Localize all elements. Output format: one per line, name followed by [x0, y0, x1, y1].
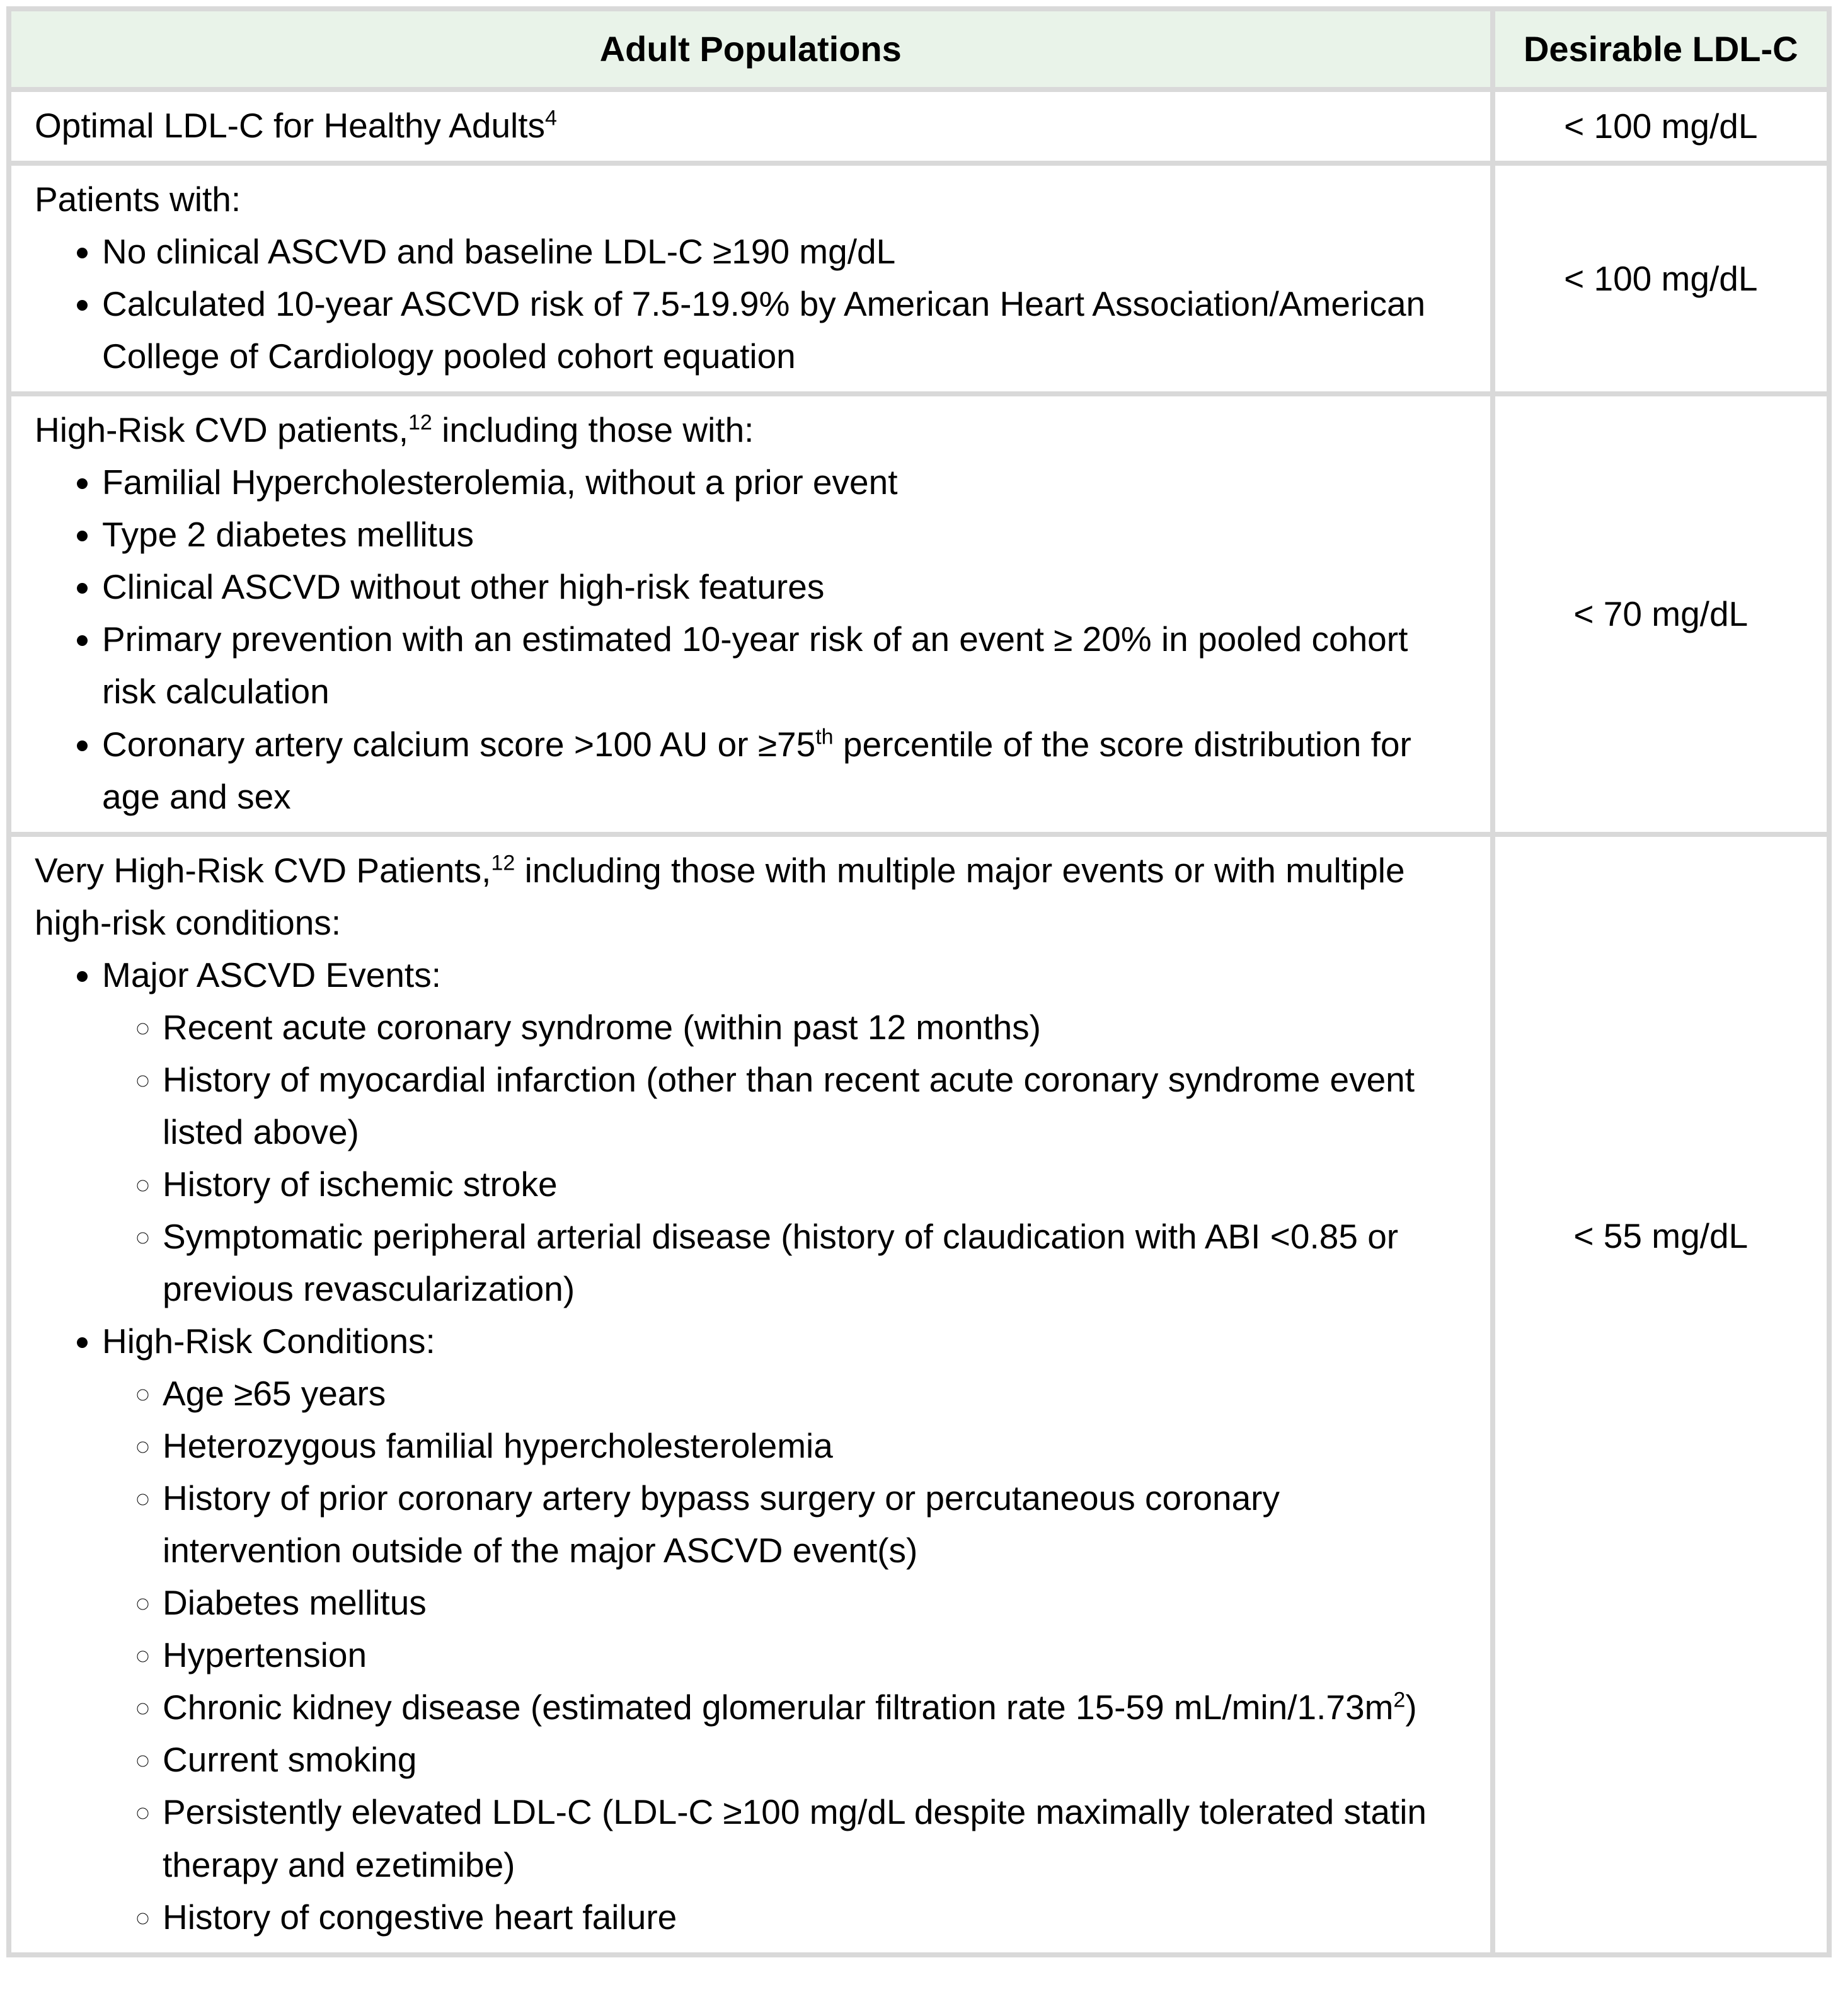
sublist-item — [163, 1368, 1465, 1420]
text-run: History of congestive heart failure — [163, 1897, 677, 1937]
text-run: High-Risk Conditions: — [102, 1322, 435, 1361]
ldl-c-guideline-table — [6, 6, 1832, 1957]
text-run: Recent acute coronary syndrome (within past 12 months) — [163, 1007, 1041, 1047]
sublist-item — [163, 1158, 1465, 1211]
table-row — [9, 834, 1829, 1955]
superscript-reference: 2 — [1393, 1688, 1406, 1713]
text-run: Clinical ASCVD without other high-risk features — [102, 567, 825, 607]
criteria-list — [35, 456, 1465, 822]
list-item — [102, 949, 1465, 1315]
superscript-reference: th — [815, 725, 834, 749]
sublist-item — [163, 1001, 1465, 1054]
text-run: Current smoking — [163, 1740, 417, 1780]
text-run: Major ASCVD Events: — [102, 955, 441, 994]
table-row — [9, 89, 1829, 163]
list-item — [102, 1315, 1465, 1944]
sublist-item — [163, 1577, 1465, 1629]
sublist-item — [163, 1054, 1465, 1158]
table-header — [9, 9, 1829, 89]
sublist-item — [163, 1472, 1465, 1577]
text-run: Chronic kidney disease (estimated glomerular filtration rate 15-59 mL/min/1.73m — [163, 1688, 1394, 1727]
table-body — [9, 89, 1829, 1955]
sublist-item — [163, 1211, 1465, 1315]
criteria-list — [35, 949, 1465, 1944]
text-run: High-Risk CVD patients, — [35, 410, 408, 450]
list-item — [102, 561, 1465, 613]
text-run: Very High-Risk CVD Patients, — [35, 850, 491, 890]
population-cell — [9, 834, 1493, 1955]
text-run: Symptomatic peripheral arterial disease (history of claudication with ABI <0.85 or previous revascularization) — [163, 1216, 1399, 1308]
sublist-item — [163, 1629, 1465, 1681]
population-intro — [35, 844, 1465, 949]
list-item — [102, 456, 1465, 509]
text-run: Calculated 10-year ASCVD risk of 7.5-19.9% by American Heart Association/American College of Cardiology pooled cohort equation — [102, 284, 1426, 376]
desirable-ldl-value: < 100 mg/dL — [1493, 89, 1829, 163]
table-row — [9, 163, 1829, 394]
population-cell — [9, 394, 1493, 834]
text-run: Familial Hypercholesterolemia, without a prior event — [102, 463, 898, 502]
text-run: Age ≥65 years — [163, 1374, 386, 1414]
sublist-item — [163, 1681, 1465, 1734]
population-intro — [35, 100, 1465, 152]
list-item — [102, 509, 1465, 561]
text-run: Persistently elevated LDL-C (LDL-C ≥100 mg/dL despite maximally tolerated statin therapy and ezetimibe) — [163, 1792, 1427, 1884]
text-run: History of myocardial infarction (other than recent acute coronary syndrome event listed above) — [163, 1059, 1415, 1151]
text-run: including those with: — [432, 410, 754, 450]
superscript-reference: 12 — [491, 851, 515, 875]
population-cell — [9, 89, 1493, 163]
text-run: Optimal LDL-C for Healthy Adults — [35, 106, 546, 145]
superscript-reference: 12 — [408, 410, 432, 435]
list-item — [102, 613, 1465, 718]
population-intro — [35, 173, 1465, 226]
list-item — [102, 226, 1465, 278]
sublist-item — [163, 1734, 1465, 1786]
text-run: Hypertension — [163, 1635, 367, 1675]
header-row — [9, 9, 1829, 89]
superscript-reference: 4 — [545, 106, 557, 130]
text-run: Coronary artery calcium score >100 AU or ≥75 — [102, 724, 816, 764]
list-item — [102, 278, 1465, 383]
text-run: including those with multiple major events or with multiple high-risk conditions: — [35, 850, 1405, 942]
text-run: Type 2 diabetes mellitus — [102, 515, 474, 555]
table-row — [9, 394, 1829, 834]
text-run: Patients with: — [35, 180, 241, 219]
desirable-ldl-value: < 100 mg/dL — [1493, 163, 1829, 394]
text-run: ) — [1405, 1688, 1417, 1727]
desirable-ldl-value: < 55 mg/dL — [1493, 834, 1829, 1955]
population-intro — [35, 404, 1465, 456]
list-item — [102, 718, 1465, 823]
criteria-sublist — [102, 1001, 1465, 1315]
text-run: No clinical ASCVD and baseline LDL-C ≥190 mg/dL — [102, 232, 896, 272]
sublist-item — [163, 1891, 1465, 1944]
text-run: percentile of the score distribution for age and sex — [102, 724, 1411, 816]
text-run: Heterozygous familial hypercholesterolemia — [163, 1426, 833, 1466]
header-adult-populations: Adult Populations — [9, 9, 1493, 89]
text-run: History of prior coronary artery bypass surgery or percutaneous coronary intervention outside of the major ASCVD event(s) — [163, 1478, 1280, 1570]
desirable-ldl-value: < 70 mg/dL — [1493, 394, 1829, 834]
text-run: Diabetes mellitus — [163, 1583, 427, 1623]
sublist-item — [163, 1786, 1465, 1891]
text-run: History of ischemic stroke — [163, 1164, 558, 1204]
text-run: Primary prevention with an estimated 10-year risk of an event ≥ 20% in pooled cohort risk calculation — [102, 619, 1408, 711]
criteria-list — [35, 226, 1465, 383]
sublist-item — [163, 1420, 1465, 1472]
header-desirable-ldl-c: Desirable LDL-C — [1493, 9, 1829, 89]
criteria-sublist — [102, 1368, 1465, 1944]
population-cell — [9, 163, 1493, 394]
